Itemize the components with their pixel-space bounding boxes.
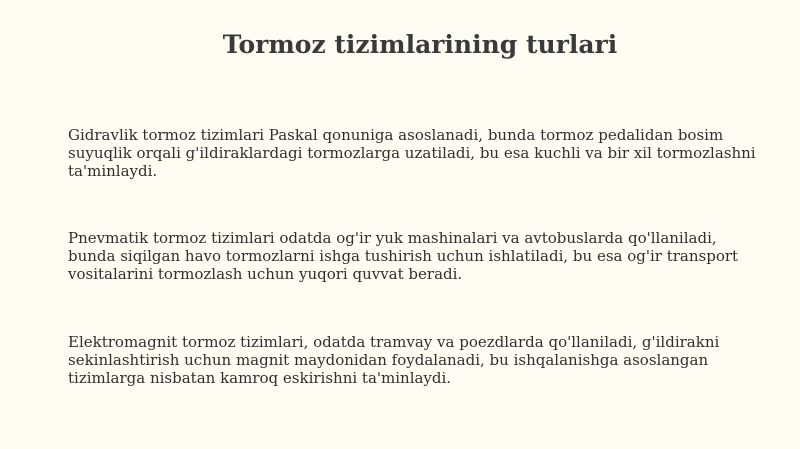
paragraph-hydraulic: Gidravlik tormoz tizimlari Paskal qonuniga asoslanadi, bunda tormoz pedalidan bosim suyuqlik orqali g'ildiraklardagi tormozlarga uzatiladi, bu esa kuchli va bir xil tormozlashni ta'minlaydi.: [68, 126, 756, 180]
slide-title: Tormoz tizimlarining turlari: [222, 30, 618, 59]
paragraph-pneumatic: Pnevmatik tormoz tizimlari odatda og'ir yuk mashinalari va avtobuslarda qo'llaniladi, bunda siqilgan havo tormozlarni ishga tushirish uchun ishlatiladi, bu esa og'ir transport vositalarini tormozlash uchun yuqori quvvat beradi.: [68, 229, 739, 283]
paragraph-electromagnetic: Elektromagnit tormoz tizimlari, odatda tramvay va poezdlarda qo'llaniladi, g'ildirakni sekinlashtirish uchun magnit maydonidan foydalanadi, bu ishqalanishga asoslangan tizimlarga nisbatan kamroq eskirishni ta'minlaydi.: [68, 333, 720, 387]
